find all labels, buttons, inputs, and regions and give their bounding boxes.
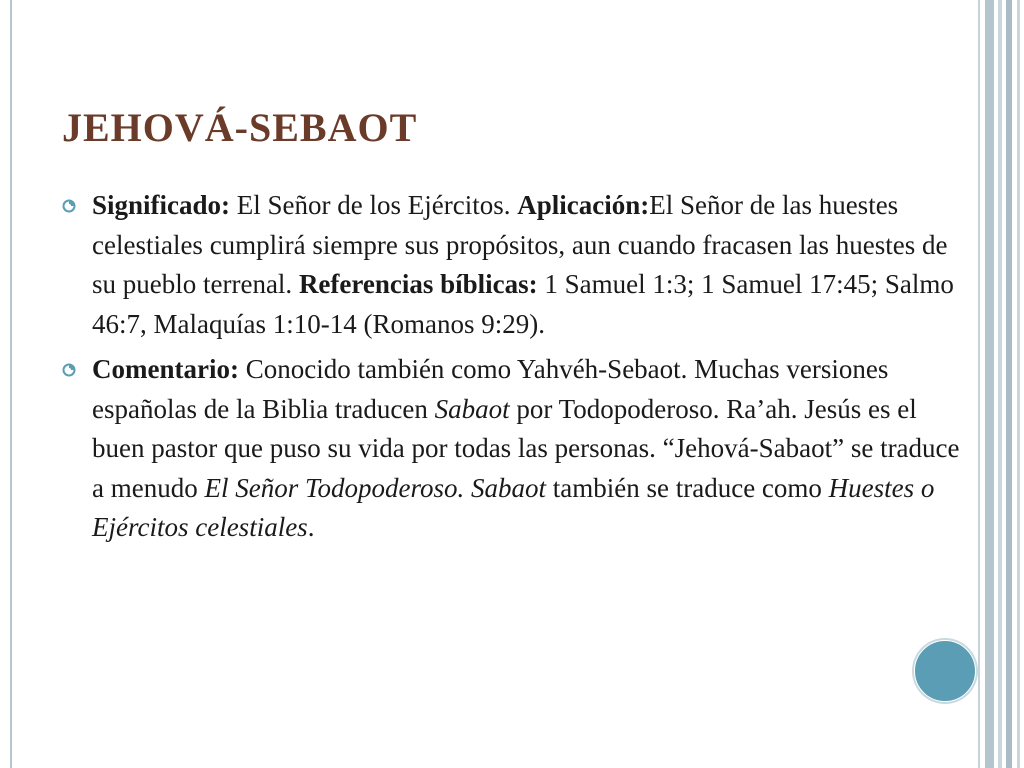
referencias-label: Referencias bíblicas: <box>298 269 538 299</box>
huestes-italic: Huestes o Ejércitos celestiales <box>92 472 935 542</box>
bullet-list <box>62 186 962 554</box>
referencias-text: 1 Samuel 1:3; 1 Samuel 17:45; Salmo 46:7, Malaquías 1:10-14 (Romanos 9:29). <box>92 269 954 339</box>
significado-label: Significado: <box>92 190 231 220</box>
comentario-label: Comentario: <box>92 354 239 384</box>
circle-decoration <box>914 640 976 702</box>
bullet-item-comentario <box>62 350 962 548</box>
slide-title: JEHOVÁ-SEBAOT <box>62 105 418 150</box>
sabaot-italic: Sabaot <box>434 393 510 424</box>
comentario-text-1: Conocido también como Yahvéh-Sebaot. Muchas versiones españolas de la Biblia traducen <box>92 354 889 424</box>
left-frame-line <box>10 0 12 768</box>
swirl-bullet-icon <box>62 363 76 377</box>
swirl-bullet-icon <box>62 199 76 213</box>
aplicacion-label: Aplicación: <box>517 190 650 220</box>
comentario-text-4: . <box>307 512 315 542</box>
aplicacion-text: El Señor de las huestes celestiales cumplirá siempre sus propósitos, aun cuando fracasen las huestes de su pueblo terrenal. <box>92 190 948 299</box>
comentario-text-3: también se traduce como <box>546 472 829 503</box>
senor-todopoderoso-italic: El Señor Todopoderoso. Sabaot <box>204 472 547 503</box>
comentario-text-2: por Todopoderoso. Ra’ah. Jesús es el buen pastor que puso su vida por todas las personas. “Jehová-Sabaot” se traduce a menudo <box>92 393 960 503</box>
bullet-item-significado <box>62 186 962 344</box>
right-decorative-stripes <box>974 0 1024 768</box>
significado-text: El Señor de los Ejércitos. <box>230 190 518 220</box>
